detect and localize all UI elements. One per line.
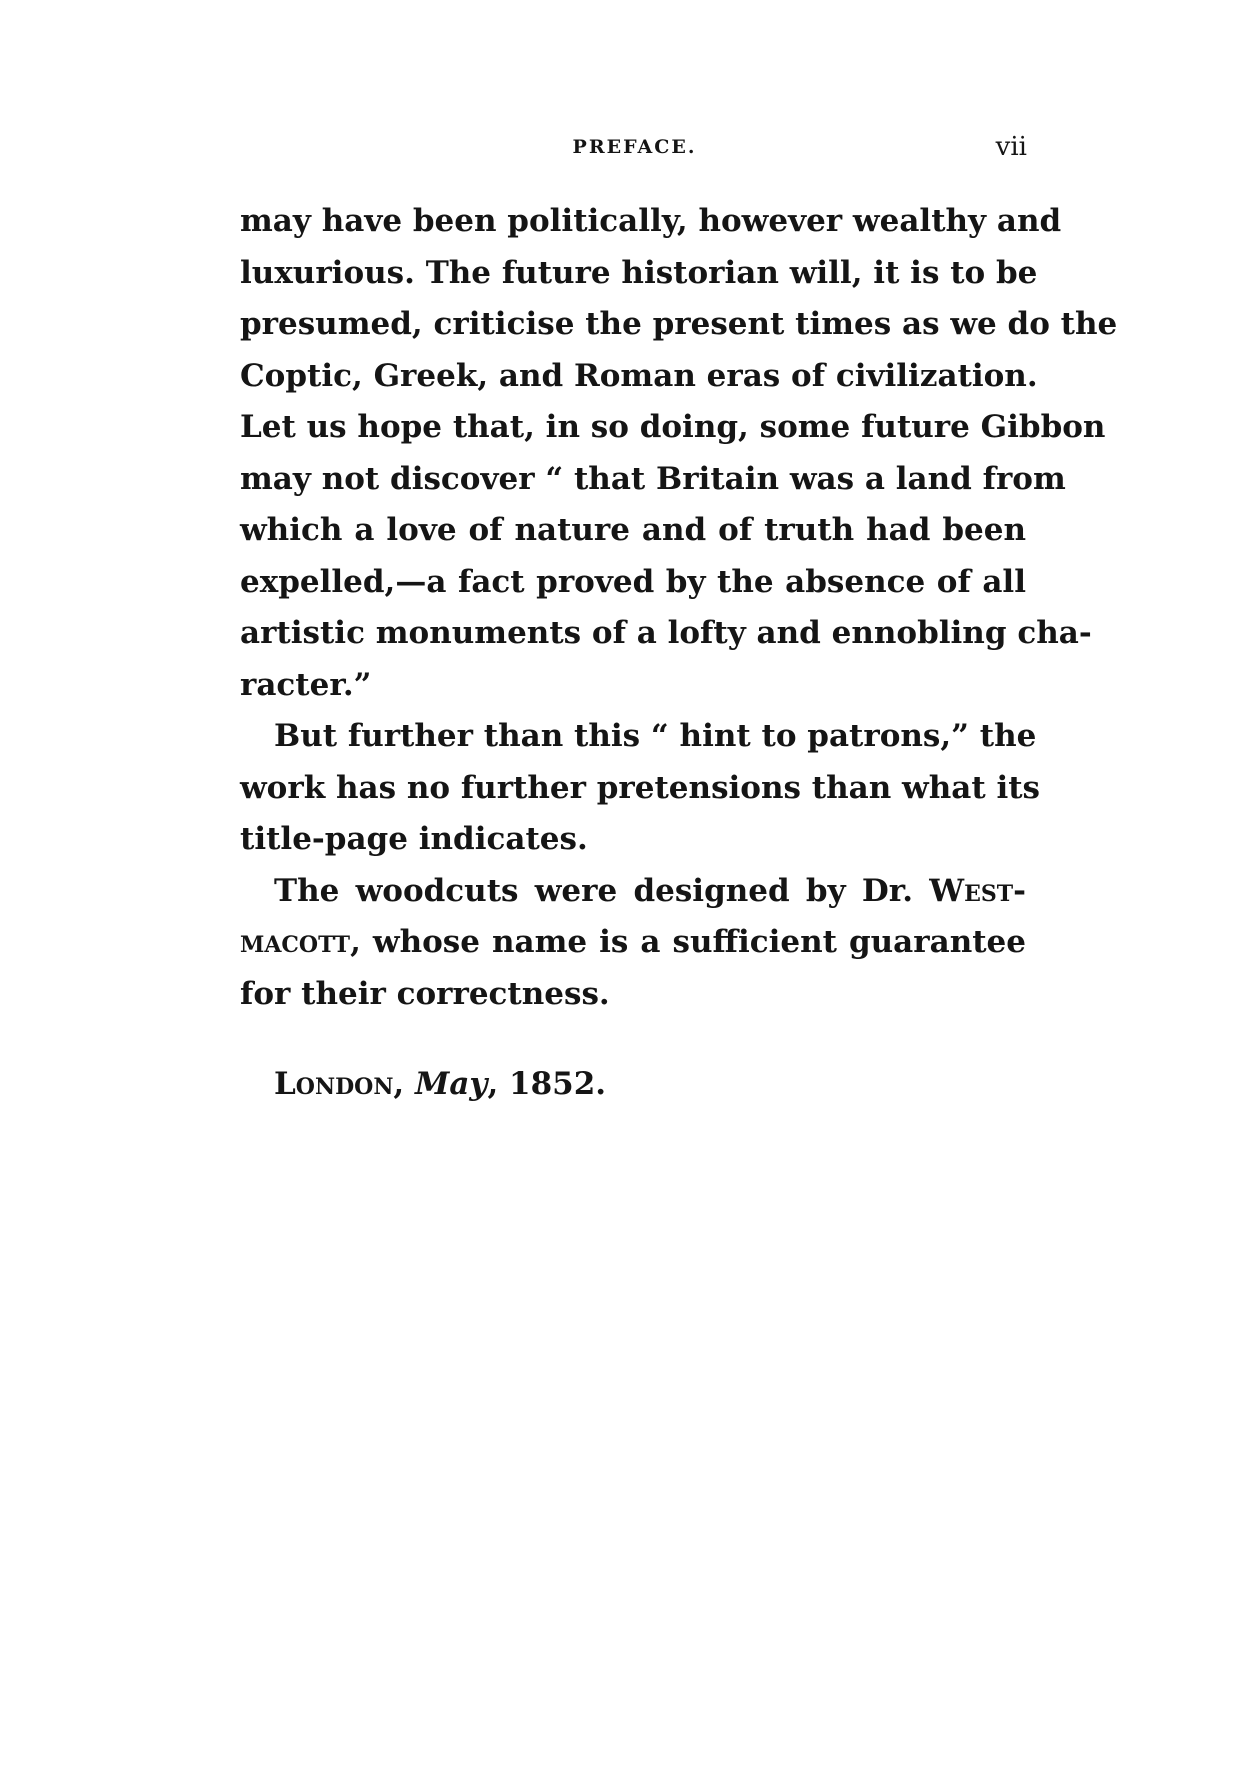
text-line: work has no further pretensions than what its [240, 769, 1041, 806]
text-line: luxurious. The future historian will, it is to be [240, 254, 1038, 291]
text-line: may not discover “ that Britain was a land from [240, 460, 1066, 497]
separator: , [393, 1066, 416, 1102]
paragraph-2 [240, 711, 1041, 866]
paragraph-1 [240, 196, 1118, 711]
text-line: Coptic, Greek, and Roman eras of civilization. [240, 357, 1038, 394]
text-line: Let us hope that, in so doing, some future Gibbon [240, 409, 1106, 445]
text-line: racter.” [240, 666, 372, 703]
place-and-date [274, 1066, 606, 1102]
text-line [240, 917, 1026, 969]
running-title: PREFACE. [572, 136, 697, 158]
separator: , [487, 1066, 510, 1102]
running-head [242, 132, 1027, 176]
place: London [274, 1066, 394, 1102]
text-line: title-page indicates. [240, 821, 588, 857]
text-line [240, 866, 1026, 918]
author-name-part: West- [929, 872, 1026, 909]
text-line: presumed, criticise the present times as we do the [240, 306, 1118, 342]
text-line: But further than this “ hint to patrons,” the [274, 718, 1037, 754]
paragraph-3 [240, 866, 1026, 1021]
text-line: which a love of nature and of truth had been [240, 512, 1026, 548]
text-run: The woodcuts were designed by Dr. [274, 872, 930, 909]
text-line: expelled,—a fact proved by the absence of all [240, 563, 1026, 600]
text-line: for their correctness. [240, 975, 610, 1012]
year: 1852. [509, 1066, 607, 1102]
preface-body [240, 196, 1118, 1020]
text-line: may have been politically, however wealthy and [240, 203, 1062, 239]
text-run: , whose name is a sufficient guarantee [350, 924, 1026, 960]
page-number: vii [995, 132, 1027, 162]
text-line: artistic monuments of a lofty and ennobling cha- [240, 615, 1092, 651]
month: May [415, 1066, 488, 1102]
author-name-part: macott [240, 924, 351, 960]
